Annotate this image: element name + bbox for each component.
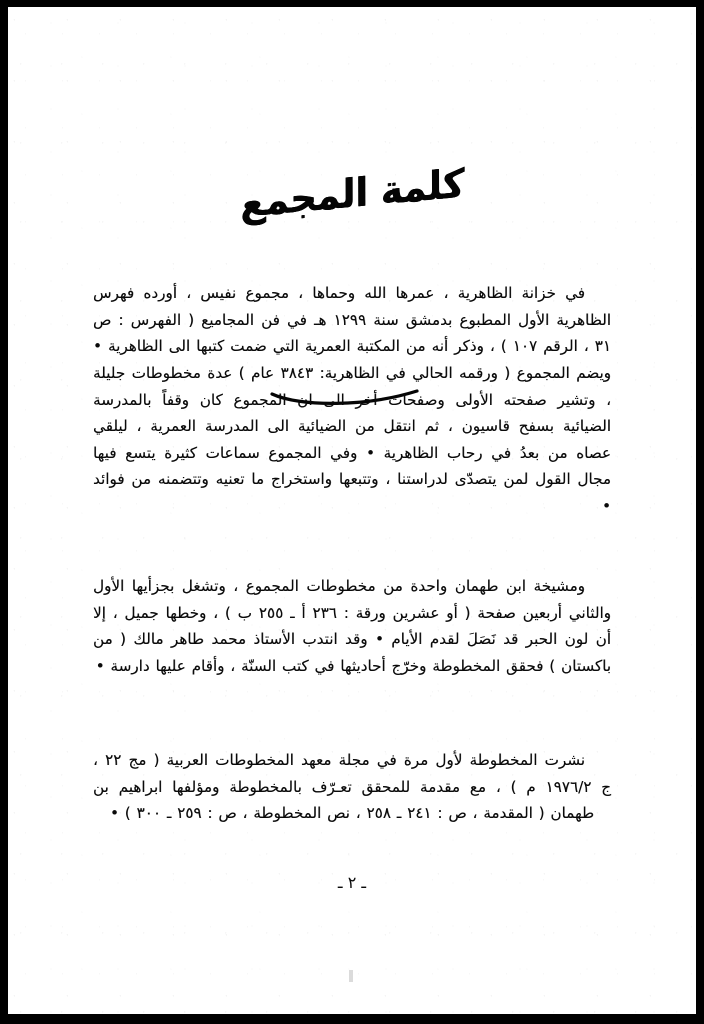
page-number: ـ ٢ ـ: [337, 873, 367, 892]
body-paragraph-2: ومشيخة ابن طهمان واحدة من مخطوطات المجموع ، وتشغل بجزأيها الأول والثاني أربعين صفحة ( أو عشرين ورقة : ٢٣٦ أ ـ ٢٥٥ ب ) ، وخطها جميل ، إلا أن لون الحبر قد نَصَلَ لقدم الأيام • وقد انتدب الأستاذ محمد طاهر مالك ( من باكستان ) فحقق المخطوطة وخرّج أحاديثها في كتب السنّة ، وأقام عليها دارسة •: [93, 577, 612, 675]
body-paragraph-3: نشرت المخطوطة لأول مرة في مجلة معهد المخطوطات العربية ( مج ٢٢ ، ج ١٩٧٦/٢ م ) ، مع مقدمة للمحقق تعـرّف بالمخطوطة ومؤلفها ابراهيم بن طهمان ( المقدمة ، ص : ٢٤١ ـ ٢٥٨ ، نص المخطوطة ، ص : ٢٥٩ ـ ٣٠٠ ) •: [93, 751, 611, 823]
page-sheet: [8, 7, 696, 1014]
page-heading: [8, 160, 696, 227]
page-content: [8, 7, 696, 1014]
heading-text-calligraphic: كلمة المجمع: [239, 160, 465, 227]
scan-bleed-mark: [349, 970, 353, 982]
body-paragraph-1: في خزانة الظاهرية ، عمرها الله وحماها ، مجموع نفيس ، أورده فهرس الظاهرية الأول المطبوع بدمشق سنة ١٢٩٩ هـ في فن المجاميع ( الفهرس : ص ٣١ ، الرقم ١٠٧ ) ، وذكر أنه من المكتبة العمرية التي ضمت كتبها الى الظاهرية • ويضم المجموع ( ورقمه الحالي في الظاهرية: ٣٨٤٣ عام ) عدة مخطوطات جليلة ، وتشير صفحته الأولى وصفحات أخر الى ان المجموع كان وقفاً بالمدرسة الضيائية بسفح قاسيون ، ثم انتقل من الضيائية الى المدرسة العمرية ، ليلقي عصاه من بعدُ في رحاب الظاهرية • وفي المجموع سماعات كثيرة يتسع فيها مجال القول لمن يتصدّى لدراستنا ، وتتبعها واستخراج ما تعنيه وتتضمنه من فوائد •: [93, 284, 612, 515]
